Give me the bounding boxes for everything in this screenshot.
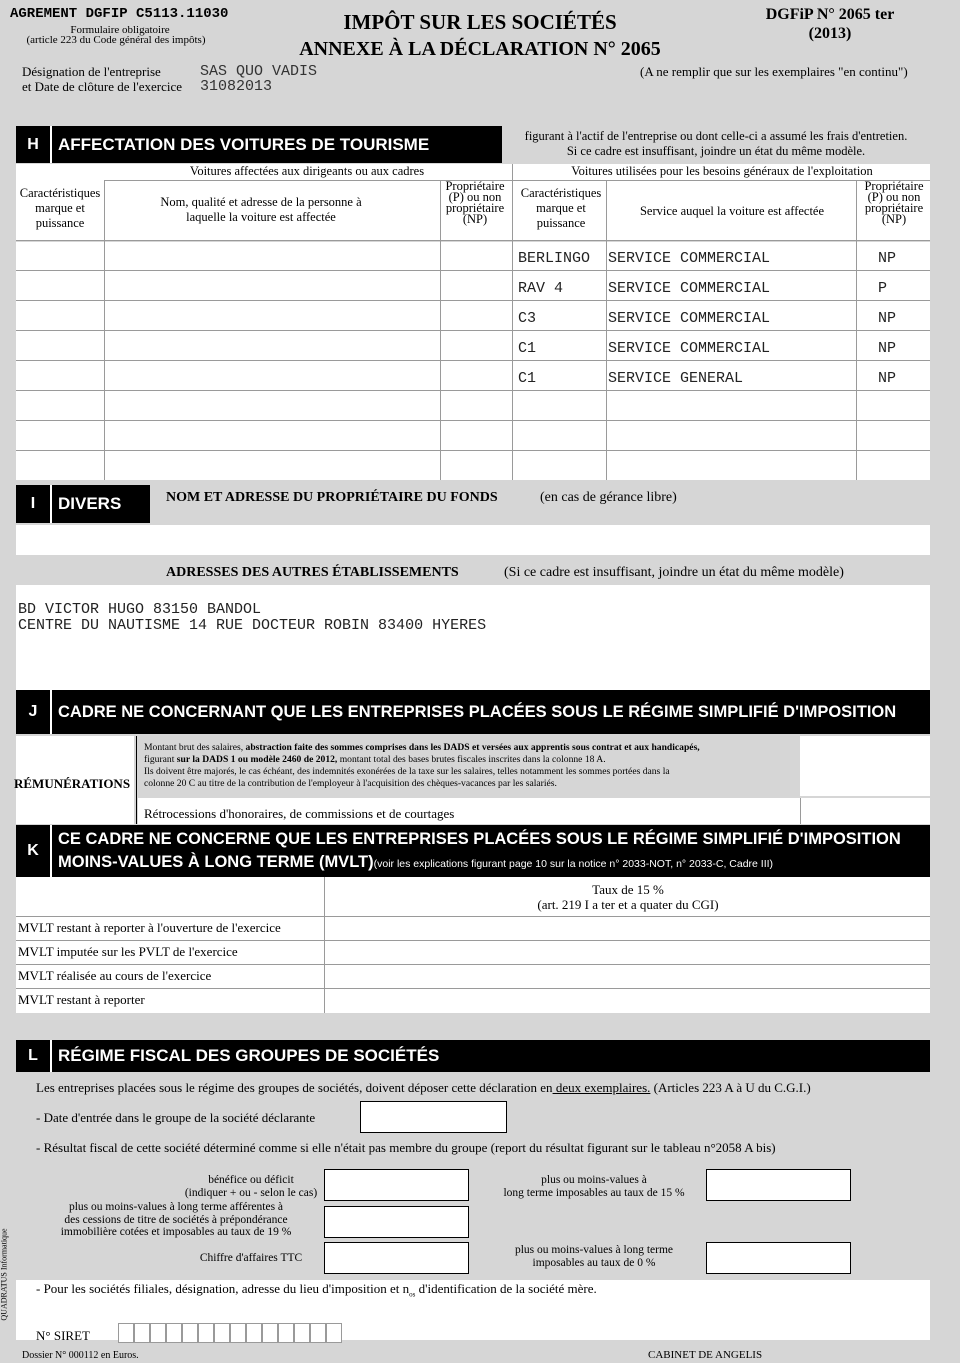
dossier-label: Dossier N° 000112 en Euros. [22, 1350, 139, 1361]
mvlt-art-label: (art. 219 I a ter et a quater du CGI) [537, 897, 719, 912]
resultat-label: - Résultat fiscal de cette société déterminé comme si elle n'était pas membre du groupe (report du résultat figurant sur le tableau n°2058 A bis) [36, 1140, 776, 1155]
vehicle-service[interactable]: SERVICE COMMERCIAL [608, 310, 771, 327]
retrocessions-label: Rétrocessions d'honoraires, de commissions et de courtages [144, 806, 455, 821]
col-line [104, 180, 105, 480]
section-i-title: DIVERS [58, 494, 122, 513]
siret-digit-box[interactable] [182, 1323, 198, 1343]
benefice-field[interactable] [324, 1169, 469, 1201]
siret-digit-box[interactable] [118, 1323, 134, 1343]
pmv15-line2: long terme imposables au taux de 15 % [503, 1187, 685, 1199]
row-line [16, 450, 930, 451]
siret-digit-box[interactable] [246, 1323, 262, 1343]
ca-ttc-field[interactable] [324, 1242, 469, 1274]
vehicle-carac[interactable]: C1 [518, 370, 537, 387]
mvlt-row-label: MVLT réalisée au cours de l'exercice [18, 968, 212, 983]
siret-digit-box[interactable] [198, 1323, 214, 1343]
continu-note: (A ne remplir que sur les exemplaires "en continu") [640, 64, 908, 79]
vehicle-carac[interactable]: C1 [518, 340, 537, 357]
row-line [16, 390, 930, 391]
proprietaire-fonds-label: NOM ET ADRESSE DU PROPRIÉTAIRE DU FONDS [166, 490, 498, 505]
siret-digit-box[interactable] [294, 1323, 310, 1343]
col-header-carac-right: Caractéristiques marque et puissance [520, 186, 602, 230]
col-line [856, 180, 857, 480]
col-line [606, 180, 607, 480]
siret-digit-box[interactable] [166, 1323, 182, 1343]
remunerations-label: RÉMUNÉRATIONS [14, 776, 131, 791]
siret-digit-box[interactable] [278, 1323, 294, 1343]
pmv15-line1: plus ou moins-values à [541, 1174, 647, 1186]
filiales-os: os [409, 1290, 416, 1299]
date-entree-label: - Date d'entrée dans le groupe de la société déclarante [36, 1110, 316, 1125]
etablissement-address[interactable]: CENTRE DU NAUTISME 14 RUE DOCTEUR ROBIN 83400 HYERES [18, 617, 487, 634]
col-header-prop-right: Propriétaire (P) ou non propriétaire (NP) [864, 179, 924, 226]
vehicle-carac[interactable]: BERLINGO [518, 250, 591, 267]
cabinet-label: CABINET DE ANGELIS [648, 1349, 763, 1361]
pmv0-line2: imposables au taux de 0 % [532, 1257, 656, 1269]
intro-text: Les entreprises placées sous le régime des groupes de sociétés, doivent déposer cette déclaration en [36, 1080, 553, 1095]
siret-digit-box[interactable] [134, 1323, 150, 1343]
section-h-title: AFFECTATION DES VOITURES DE TOURISME [58, 134, 430, 154]
section-k-title2: MOINS-VALUES À LONG TERME (MVLT) [58, 853, 374, 871]
filiales-text: - Pour les sociétés filiales, désignation, adresse du lieu d'imposition et n [36, 1281, 410, 1296]
date-cloture-label: et Date de clôture de l'exercice [22, 79, 183, 94]
section-i-letter: I [16, 485, 52, 523]
row-line [16, 300, 930, 301]
salaires-text: montant total des bases brutes fiscales inscrites dans la colonne 18 A. [337, 754, 606, 765]
left-group-header: Voitures affectées aux dirigeants ou aux cadres [189, 164, 425, 178]
agrement-label: AGREMENT DGFIP C5113.11030 [10, 6, 229, 22]
header-divider [104, 180, 930, 181]
salaires-amount-field[interactable] [800, 736, 930, 796]
pmv0-field[interactable] [706, 1242, 851, 1274]
section-h-note2: Si ce cadre est insuffisant, joindre un état du même modèle. [566, 144, 866, 158]
article-reference: (article 223 du Code général des impôts) [26, 34, 206, 46]
salaires-text-bold: sur la DADS 1 ou modèle 2460 de 2012, [176, 754, 338, 765]
proprietaire-fonds-note: (en cas de gérance libre) [540, 490, 677, 505]
row-line [16, 988, 930, 989]
pmv19-line1: plus ou moins-values à long terme afférentes à [68, 1201, 284, 1213]
intro-articles: (Articles 223 A à U du C.G.I.) [650, 1080, 811, 1095]
mvlt-row-label: MVLT restant à reporter à l'ouverture de l'exercice [18, 920, 281, 935]
vehicle-carac[interactable]: RAV 4 [518, 280, 564, 297]
col-line [136, 736, 137, 824]
salaires-line3: Ils doivent être majorés, le cas échéant, des indemnités exonérées de la taxe sur les salaires, telles notamment les sommes portées dans la [144, 766, 670, 777]
quadratus-label: QUADRATUS Informatique [0, 1228, 9, 1321]
vehicle-owner-status[interactable]: NP [878, 310, 897, 327]
section-h-letter: H [16, 126, 52, 163]
vehicle-service[interactable]: SERVICE COMMERCIAL [608, 340, 771, 357]
pmv0-line1: plus ou moins-values à long terme [514, 1244, 674, 1256]
right-group-header: Voitures utilisées pour les besoins généraux de l'exploitation [571, 164, 873, 178]
form-year: (2013) [808, 25, 852, 42]
col-header-nom: Nom, qualité et adresse de la personne à laquelle la voiture est affectée [160, 195, 362, 224]
siret-digit-box[interactable] [150, 1323, 166, 1343]
section-k-title2-line [58, 851, 901, 875]
siret-digit-box[interactable] [230, 1323, 246, 1343]
col-header-prop-left: Propriétaire (P) ou non propriétaire (NP) [445, 179, 505, 226]
section-l-letter: L [16, 1040, 52, 1072]
filiales-label [36, 1281, 597, 1299]
salaires-description [144, 742, 800, 790]
vehicle-service[interactable]: SERVICE GENERAL [608, 370, 744, 387]
benefice-label [170, 1174, 332, 1200]
etablissement-address[interactable]: BD VICTOR HUGO 83150 BANDOL [18, 601, 262, 618]
row-line [16, 964, 930, 965]
vehicle-service[interactable]: SERVICE COMMERCIAL [608, 250, 771, 267]
pmv15-field[interactable] [706, 1169, 851, 1201]
col-line [512, 164, 513, 480]
pmv19-line2: des cessions de titre de sociétés à prépondérance [64, 1213, 288, 1226]
section-l-title: RÉGIME FISCAL DES GROUPES DE SOCIÉTÉS [58, 1046, 440, 1065]
salaires-line2 [144, 754, 800, 766]
vehicle-carac[interactable]: C3 [518, 310, 537, 327]
section-h-header [16, 126, 502, 163]
salaires-text-bold: abstraction faite des sommes comprises dans les DADS et versées aux apprentis sous contrat et aux handicapés, [245, 742, 700, 753]
vehicle-owner-status[interactable]: NP [878, 370, 897, 387]
section-j-header [16, 690, 930, 734]
vehicle-owner-status[interactable]: NP [878, 340, 897, 357]
salaires-text: figurant [144, 754, 177, 765]
siret-digit-box[interactable] [310, 1323, 326, 1343]
date-entree-field[interactable] [360, 1101, 507, 1133]
benefice-line1: bénéfice ou déficit [208, 1174, 294, 1186]
pmv0-label [494, 1244, 694, 1270]
siret-digit-box[interactable] [326, 1323, 342, 1343]
designation-label: Désignation de l'entreprise [22, 64, 161, 79]
pmv19-field[interactable] [324, 1206, 469, 1238]
section-k-letter: K [16, 825, 52, 877]
section-l-intro [36, 1080, 811, 1096]
company-name-value[interactable]: SAS QUO VADIS [200, 63, 318, 80]
proprietaire-fonds-field[interactable] [16, 525, 930, 555]
mvlt-row-label: MVLT restant à reporter [18, 992, 145, 1007]
siret-digit-box[interactable] [262, 1323, 278, 1343]
form-subtitle: ANNEXE À LA DÉCLARATION N° 2065 [299, 38, 661, 60]
row-line [16, 916, 930, 917]
section-k-title-block [52, 827, 901, 875]
vehicle-owner-status[interactable]: NP [878, 250, 897, 267]
retrocessions-amount-field[interactable] [800, 798, 930, 824]
mvlt-row-label: MVLT imputée sur les PVLT de l'exercice [18, 944, 238, 959]
col-line [440, 180, 441, 480]
mvlt-taux-label: Taux de 15 % [592, 882, 664, 897]
section-k-title1: CE CADRE NE CONCERNE QUE LES ENTREPRISES PLACÉES SOUS LE RÉGIME SIMPLIFIÉ D'IMPOSITION [58, 830, 901, 848]
salaires-line1 [144, 742, 800, 754]
dgfip-number: DGFiP N° 2065 ter [765, 6, 895, 23]
benefice-line2: (indiquer + ou - selon le cas) [184, 1187, 318, 1199]
ca-ttc-label: Chiffre d'affaires TTC [199, 1252, 303, 1264]
col-header-service: Service auquel la voiture est affectée [639, 204, 825, 218]
row-line [16, 330, 930, 331]
formulaire-obligatoire: Formulaire obligatoire [70, 24, 170, 36]
vehicle-service[interactable]: SERVICE COMMERCIAL [608, 280, 771, 297]
closing-date-value[interactable]: 31082013 [200, 78, 273, 95]
salaires-text: Montant brut des salaires, [144, 742, 246, 753]
filiales-text2: d'identification de la société mère. [415, 1281, 597, 1296]
col-header-carac-left: Caractéristiques marque et puissance [19, 186, 101, 230]
siret-digit-box[interactable] [214, 1323, 230, 1343]
row-line [16, 420, 930, 421]
vehicle-owner-status[interactable]: P [878, 280, 888, 297]
row-line [16, 240, 930, 241]
autres-etablissements-label: ADRESSES DES AUTRES ÉTABLISSEMENTS [166, 565, 459, 580]
section-j-letter: J [16, 690, 52, 734]
col-line [324, 877, 325, 1013]
section-j-title: CADRE NE CONCERNANT QUE LES ENTREPRISES PLACÉES SOUS LE RÉGIME SIMPLIFIÉ D'IMPOSITION [58, 702, 897, 721]
row-line [16, 940, 930, 941]
pmv19-line3: immobilière cotées et imposables au taux de 19 % [60, 1226, 292, 1238]
pmv15-label [494, 1174, 694, 1200]
section-l-header [16, 1040, 930, 1072]
salaires-line4: colonne 20 C au titre de la contribution de l'employeur à l'acquisition des chèques-vacances par les salariés. [144, 778, 557, 789]
row-line [16, 360, 930, 361]
vehicle-table-body [16, 242, 930, 480]
siret-label: N° SIRET [36, 1328, 90, 1343]
pmv19-label [38, 1201, 314, 1239]
intro-underlined: deux exemplaires. [552, 1080, 651, 1095]
section-k-title2-note: (voir les explications figurant page 10 sur la notice n° 2033-NOT, n° 2033-C, Cadre III) [373, 858, 774, 870]
autres-etablissements-note: (Si ce cadre est insuffisant, joindre un état du même modèle) [504, 565, 844, 580]
section-k-header [16, 825, 930, 877]
section-i-header [16, 485, 150, 523]
section-h-note1: figurant à l'actif de l'entreprise ou dont celle-ci a assumé les frais d'entretien. [524, 129, 908, 143]
row-line [16, 270, 930, 271]
form-title: IMPÔT SUR LES SOCIÉTÉS [343, 10, 617, 34]
